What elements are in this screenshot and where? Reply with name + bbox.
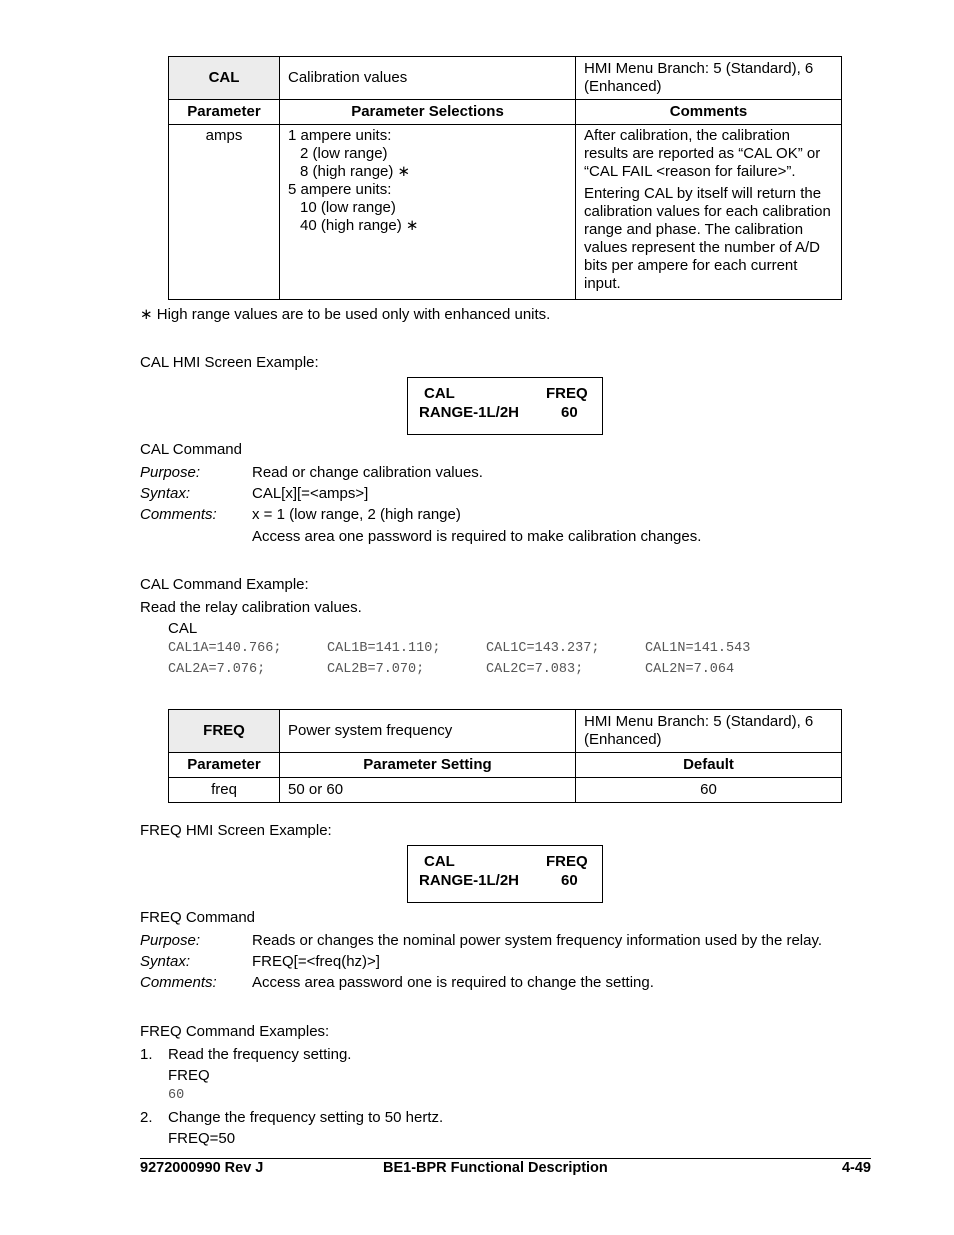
- cal-syntax: CAL[x][=<amps>]: [252, 485, 369, 502]
- cal-command-heading: CAL Command: [140, 441, 242, 458]
- cal-example-heading: CAL Command Example:: [140, 576, 309, 593]
- cal-response-value: CAL1N=141.543: [645, 641, 751, 656]
- hmi-line1-left: CAL: [424, 385, 455, 402]
- cal-response-value: CAL1B=141.110;: [327, 641, 441, 656]
- column-header-parameter: Parameter: [169, 100, 280, 125]
- column-header-setting: Parameter Setting: [280, 753, 576, 778]
- comments-label: Comments:: [140, 974, 217, 991]
- cal-purpose: Read or change calibration values.: [252, 464, 483, 481]
- column-header-comments: Comments: [576, 100, 842, 125]
- cal-comments-text: x = 1 (low range, 2 (high range): [252, 506, 461, 523]
- hmi-line2-left: RANGE-1L/2H: [419, 872, 520, 889]
- example-command: FREQ: [168, 1067, 210, 1084]
- cal-hmi-screen: [407, 377, 603, 435]
- footnote: ∗ High range values are to be used only with enhanced units.: [140, 306, 551, 323]
- example-command: FREQ=50: [168, 1130, 236, 1147]
- freq-comments-text: Access area password one is required to change the setting.: [252, 974, 654, 991]
- cal-command-description: Calibration values: [280, 57, 576, 100]
- hmi-line2-left: RANGE-1L/2H: [419, 404, 520, 421]
- hmi-line1-right: FREQ: [546, 853, 588, 870]
- selection-item: 5 ampere units:: [288, 181, 392, 198]
- cal-hmi-heading: CAL HMI Screen Example:: [140, 354, 319, 371]
- selection-item: 1 ampere units:: [288, 127, 392, 144]
- cal-response-value: CAL2C=7.083;: [486, 662, 584, 677]
- column-header-parameter: Parameter: [169, 753, 280, 778]
- hmi-line2-right: 60: [561, 404, 578, 421]
- purpose-label: Purpose:: [140, 932, 201, 949]
- footer-section-title: BE1-BPR Functional Description: [383, 1160, 608, 1176]
- cal-response-value: CAL2B=7.070;: [327, 662, 425, 677]
- column-header-default: Default: [576, 753, 842, 778]
- syntax-label: Syntax:: [140, 485, 191, 502]
- freq-purpose: Reads or changes the nominal power system frequency information used by the relay.: [252, 932, 823, 949]
- freq-default: 60: [576, 778, 842, 803]
- cal-response-value: CAL2N=7.064: [645, 662, 735, 677]
- freq-syntax: FREQ[=<freq(hz)>]: [252, 953, 380, 970]
- freq-command-description: Power system frequency: [280, 710, 576, 753]
- selection-item: 10 (low range): [300, 199, 396, 216]
- cal-example-intro: Read the relay calibration values.: [140, 599, 362, 616]
- page-footer: [140, 1158, 871, 1179]
- freq-parameter: freq: [169, 778, 280, 803]
- hmi-line1-left: CAL: [424, 853, 455, 870]
- hmi-line2-right: 60: [561, 872, 578, 889]
- cal-command-name: CAL: [169, 57, 280, 100]
- hmi-line1-right: FREQ: [546, 385, 588, 402]
- comment-paragraph: After calibration, the calibration results are reported as “CAL OK” or “CAL FAIL <reason for failure>”.: [584, 127, 821, 180]
- freq-command-heading: FREQ Command: [140, 909, 256, 926]
- cal-parameter-table: [168, 56, 842, 300]
- cal-response-value: CAL1A=140.766;: [168, 641, 282, 656]
- freq-hmi-heading: FREQ HMI Screen Example:: [140, 822, 332, 839]
- comments-label: Comments:: [140, 506, 217, 523]
- cal-comments-text-2: Access area one password is required to make calibration changes.: [252, 528, 702, 545]
- selection-item: 2 (low range): [300, 145, 388, 162]
- freq-hmi-branch: HMI Menu Branch: 5 (Standard), 6 (Enhanced): [576, 710, 842, 753]
- example-text: Change the frequency setting to 50 hertz.: [168, 1109, 444, 1126]
- cal-example-command: CAL: [168, 620, 198, 637]
- freq-command-name: FREQ: [169, 710, 280, 753]
- cal-response-value: CAL2A=7.076;: [168, 662, 266, 677]
- cal-parameter-amps: amps: [169, 125, 280, 300]
- freq-hmi-screen: [407, 845, 603, 903]
- cal-response-value: CAL1C=143.237;: [486, 641, 600, 656]
- freq-setting: 50 or 60: [280, 778, 576, 803]
- comment-paragraph: Entering CAL by itself will return the calibration values for each calibration range and phase. The calibration values represent the number of A/D bits per ampere for each current input.: [584, 185, 831, 292]
- footer-document-number: 9272000990 Rev J: [140, 1160, 264, 1176]
- cal-hmi-branch: HMI Menu Branch: 5 (Standard), 6 (Enhanced): [576, 57, 842, 100]
- cal-selections: [280, 125, 576, 300]
- example-number: 1.: [140, 1046, 153, 1063]
- purpose-label: Purpose:: [140, 464, 201, 481]
- selection-item: 40 (high range) ∗: [300, 217, 419, 234]
- example-text: Read the frequency setting.: [168, 1046, 352, 1063]
- freq-examples-heading: FREQ Command Examples:: [140, 1023, 330, 1040]
- example-response: 60: [168, 1088, 185, 1103]
- cal-comments: [576, 125, 842, 300]
- syntax-label: Syntax:: [140, 953, 191, 970]
- footer-page-number: 4-49: [841, 1160, 871, 1176]
- selection-item: 8 (high range) ∗: [300, 163, 411, 180]
- column-header-selections: Parameter Selections: [280, 100, 576, 125]
- example-number: 2.: [140, 1109, 153, 1126]
- freq-parameter-table: [168, 709, 842, 803]
